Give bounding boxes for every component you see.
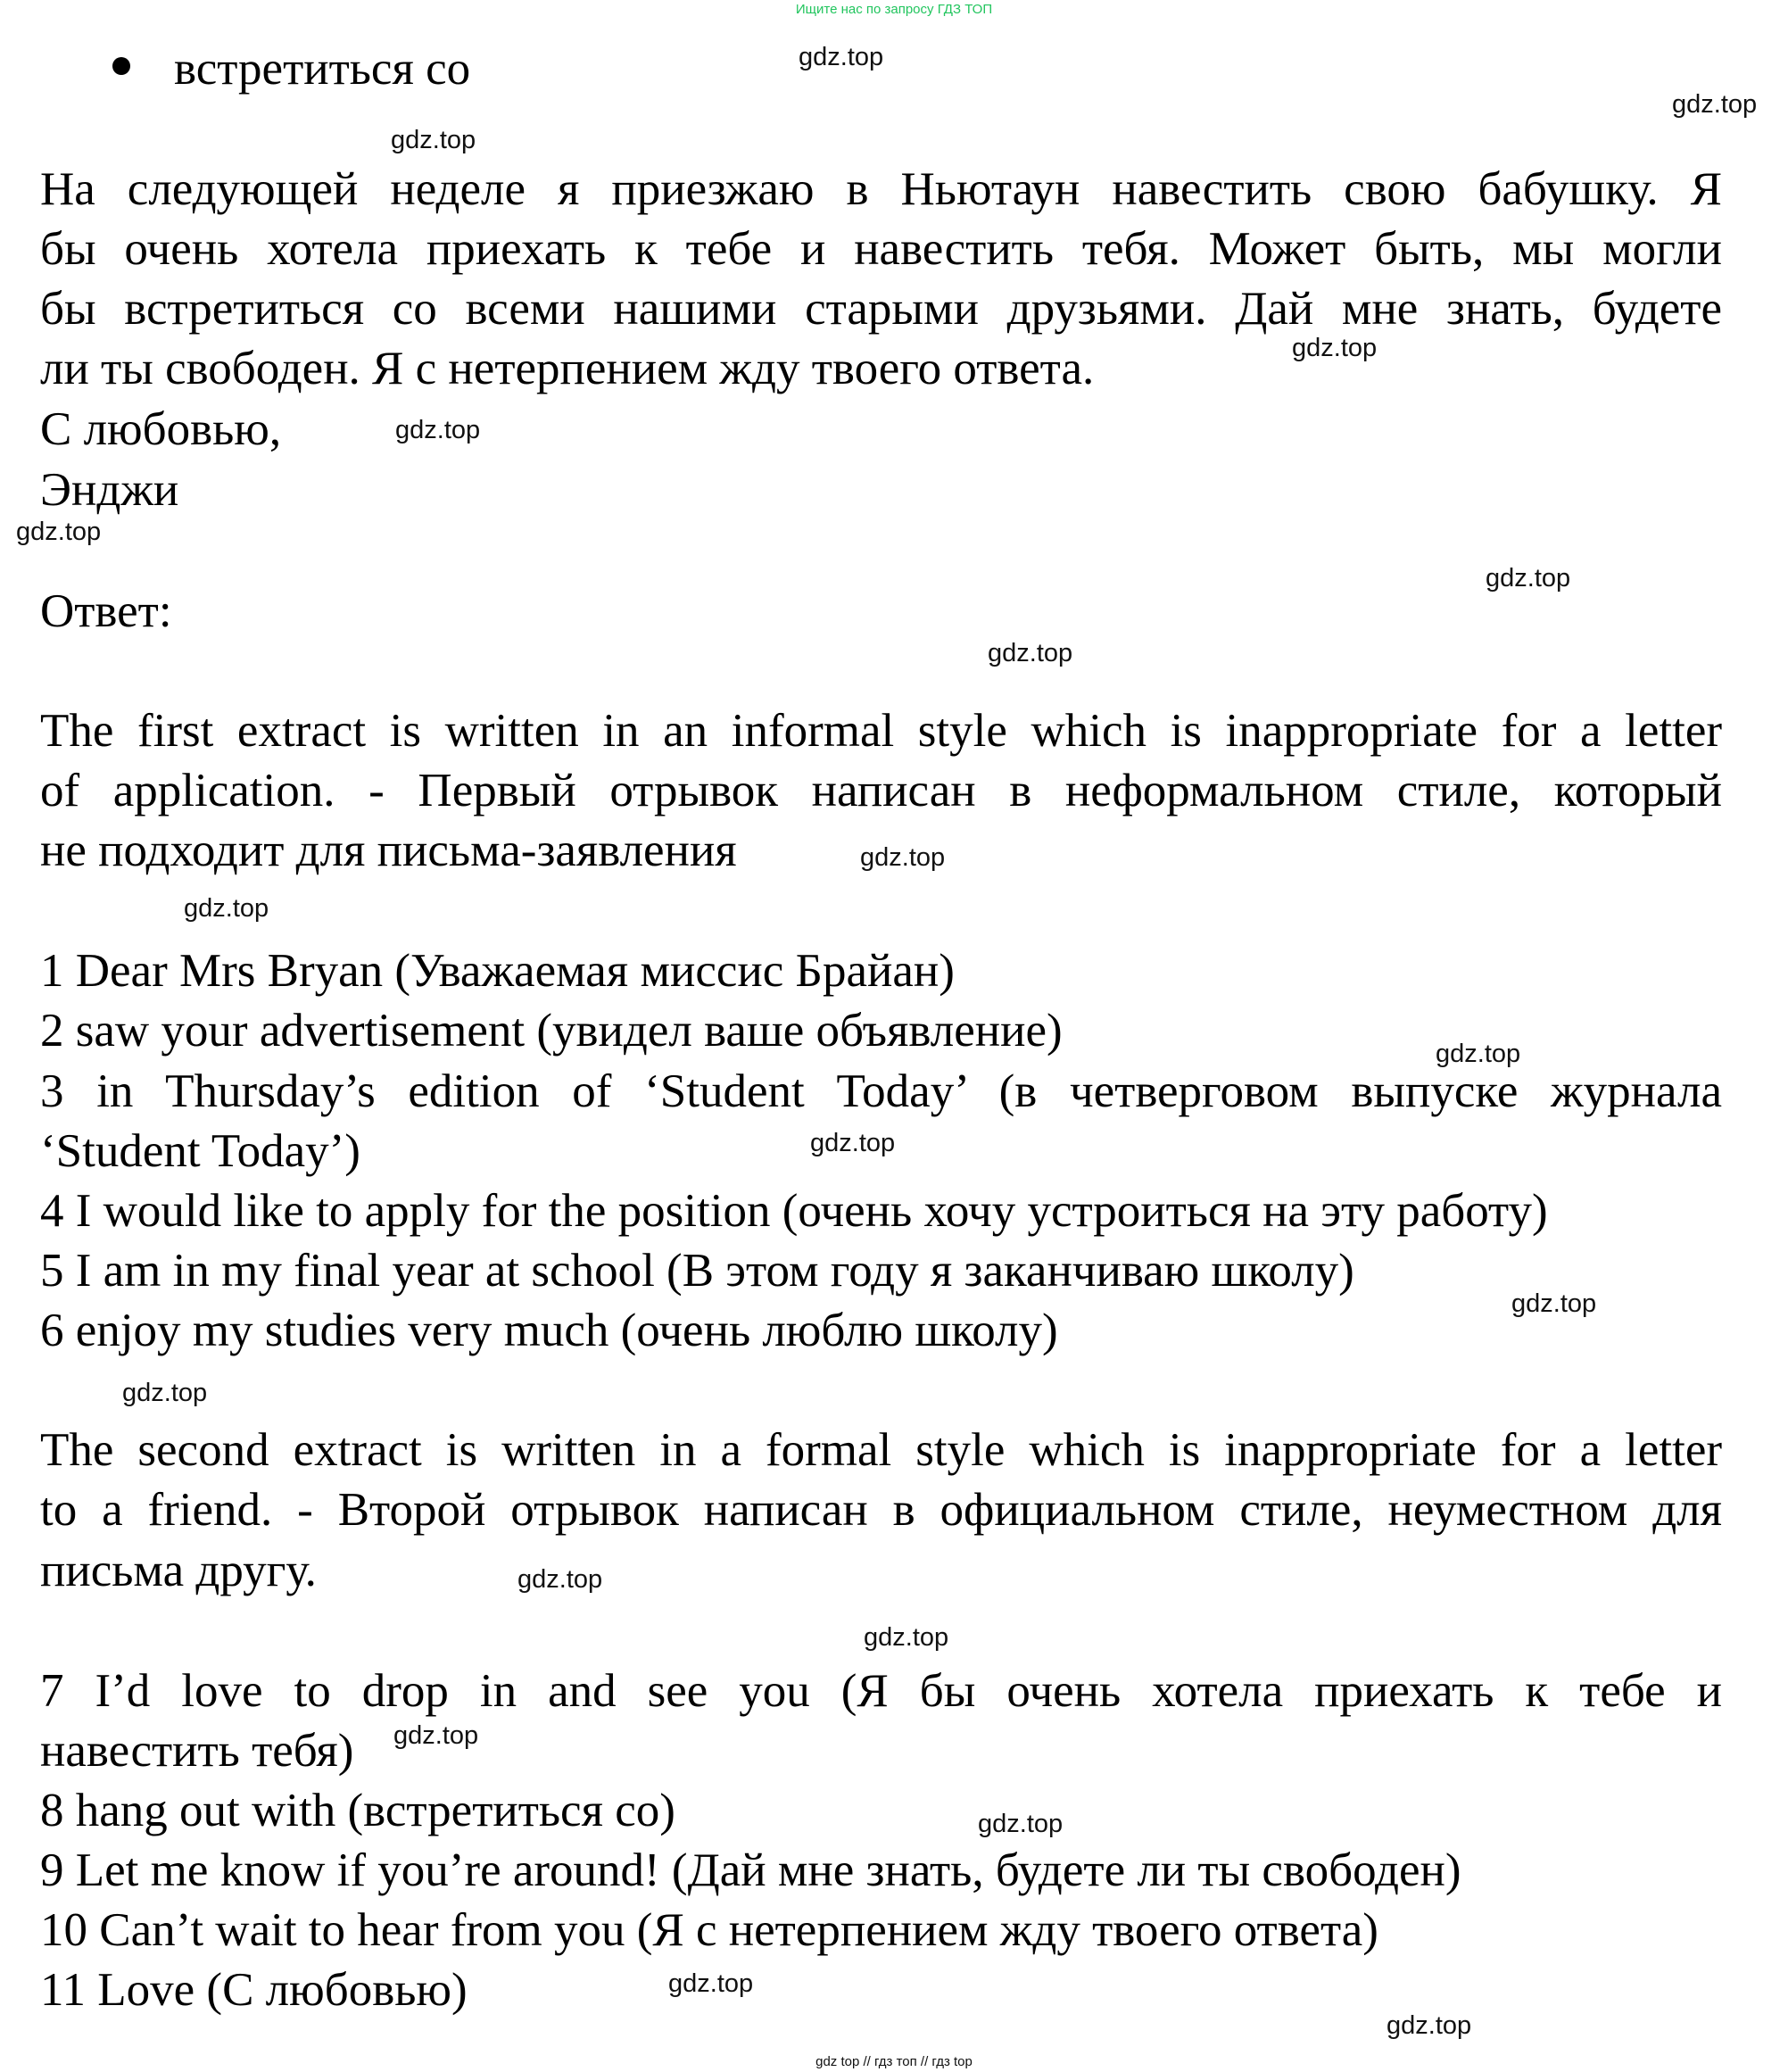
watermark: gdz.top <box>1486 564 1571 593</box>
extract1-line: The first extract is written in an informal style which is inappropriate for a letter <box>40 705 1722 757</box>
watermark: gdz.top <box>393 1721 479 1750</box>
watermark: gdz.top <box>16 518 102 546</box>
list-item: 6 enjoy my studies very much (очень люблю школу) <box>40 1305 1058 1356</box>
list-item: 9 Let me know if you’re around! (Дай мне знать, будете ли ты свободен) <box>40 1844 1461 1896</box>
signature: Энджи <box>40 464 179 516</box>
closing: С любовью, <box>40 403 282 455</box>
watermark: gdz.top <box>810 1129 896 1157</box>
list-item: 10 Can’t wait to hear from you (Я с нетерпением жду твоего ответа) <box>40 1904 1378 1956</box>
watermark: gdz.top <box>391 126 476 154</box>
list-item: ‘Student Today’) <box>40 1125 360 1177</box>
top-banner: Ищите нас по запросу ГДЗ ТОП <box>795 2 993 17</box>
extract2-line: to a friend. - Второй отрывок написан в официальном стиле, неуместном для <box>40 1484 1722 1536</box>
list-item: 5 I am in my final year at school (В этом году я заканчиваю школу) <box>40 1245 1354 1297</box>
watermark: gdz.top <box>978 1810 1064 1838</box>
list-item: 8 hang out with (встретиться со) <box>40 1785 675 1836</box>
list-item: 7 I’d love to drop in and see you (Я бы очень хотела приехать к тебе и <box>40 1665 1722 1717</box>
answer-label: Ответ: <box>40 585 172 637</box>
list-item: навестить тебя) <box>40 1725 354 1777</box>
extract2-line: письма другу. <box>40 1545 317 1596</box>
watermark: gdz.top <box>799 43 884 71</box>
watermark: gdz.top <box>1672 90 1758 119</box>
watermark: gdz.top <box>395 416 481 444</box>
list-item: 11 Love (С любовью) <box>40 1964 468 2016</box>
watermark: gdz.top <box>668 1969 754 1998</box>
list-item: 4 I would like to apply for the position (очень хочу устроиться на эту работу) <box>40 1185 1548 1237</box>
watermark: gdz.top <box>1436 1040 1521 1068</box>
watermark: gdz.top <box>1511 1289 1597 1318</box>
watermark: gdz.top <box>1292 334 1378 362</box>
list-item: 2 saw your advertisement (увидел ваше объявление) <box>40 1005 1063 1057</box>
letter-line: бы встретиться со всеми нашими старыми друзьями. Дай мне знать, будете <box>40 283 1722 335</box>
watermark: gdz.top <box>864 1623 949 1652</box>
watermark: gdz.top <box>860 843 946 872</box>
watermark: gdz.top <box>122 1379 208 1407</box>
bottom-banner: gdz top // гдз топ // гдз top <box>815 2054 973 2069</box>
watermark: gdz.top <box>517 1565 603 1594</box>
letter-line: ли ты свободен. Я с нетерпением жду твоего ответа. <box>40 343 1095 394</box>
list-item: 1 Dear Mrs Bryan (Уважаемая миссис Брайан) <box>40 945 955 997</box>
watermark: gdz.top <box>184 894 269 923</box>
watermark: gdz.top <box>988 639 1073 667</box>
bullet-icon <box>107 52 136 80</box>
extract1-line: не подходит для письма-заявления <box>40 825 737 876</box>
bullet-text: встретиться со <box>174 43 471 95</box>
watermark: gdz.top <box>1387 2011 1472 2040</box>
extract2-line: The second extract is written in a formal style which is inappropriate for a letter <box>40 1424 1722 1476</box>
letter-line: На следующей неделе я приезжаю в Ньютаун навестить свою бабушку. Я <box>40 163 1722 215</box>
letter-line: бы очень хотела приехать к тебе и навестить тебя. Может быть, мы могли <box>40 223 1722 275</box>
extract1-line: of application. - Первый отрывок написан в неформальном стиле, который <box>40 765 1722 816</box>
list-item: 3 in Thursday’s edition of ‘Student Today’ (в четверговом выпуске журнала <box>40 1065 1722 1117</box>
